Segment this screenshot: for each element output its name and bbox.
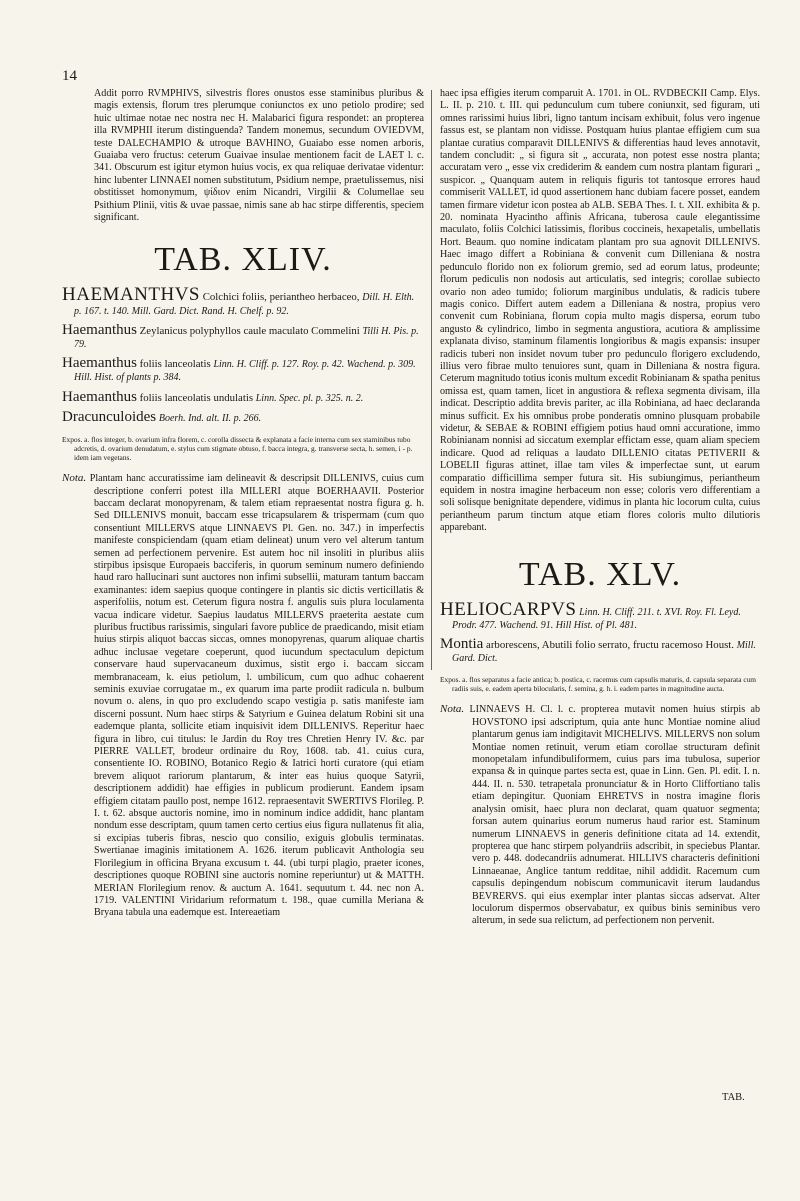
genus-name: HAEMANTHVS	[62, 284, 200, 306]
synonym-entry	[62, 321, 424, 351]
plate-heading-xliv: TAB. XLIV.	[154, 241, 332, 279]
intro-paragraph: Addit porro RVMPHIVS, silvestris flores onustos esse staminibus pluribus & magis extensis, florum tres plerumque coniunctos ex uno petiolo prodire; sed huic ultimae notae nec nostra nec H. Malabarici figura respondet: an propterea illa RVMPHII iterum distinguenda? Tandem monemus, secundum OVIEDVM, teste DALECHAMPIO & utroque BAVHINO, Guaiabo esse nomen arboris, Guaiaba vero fructus: ceterum Guaivae insulae mentionem facit de LAET l. c. 341. Obscurum est igitur etymon huius vocis, ex qua reliquae derivatae videntur: hinc lubenter LINNAEI nomen substitutum, Psidium nempe, praetulissemus, nisi obstitisset homonymum, ψίδιον enim Nicandri, Virgilii & Columellae seu Psithium Plinii, vitis & uvae passae, nimis sane ab hac stirpe differentis, speciem significant.	[94, 88, 424, 224]
genus-name: Haemanthus	[62, 321, 137, 338]
genus-name: Haemanthus	[62, 388, 137, 405]
entry-text: Zeylanicus polyphyllos caule maculato Commelini	[136, 324, 363, 337]
nota-text: LINNAEVS H. Cl. l. c. propterea mutavit nomen huius stirpis ab HOVSTONO ipsi adscriptum, quia ante hunc Montiae nomine aliud plantarum genus iam indigitavit MICHELIVS. MILLERVS non solum Montiae nomen retinuit, verum etiam corollae structuram definit monopetalam infundibuliformem, cuius pars ima tubulosa, superior expansa & in quinque partes secta est, quae in Linn. Gen. Pl. edit. I. n. 444. II. n. 530. tetrapetala pronunciatur & in Horto Cliffortiano talis etiam depingitur. Quoniam EHRETVS in nostra imagine floris analysin omisit, haec plura non declarat, quam quatuor segmenta; forsan autem quinarius eorum numerus haud rarior est. Staminum numerum LINNAEVS in generis definitione citata ad 14. extendit, propterea que hanc stirpem polyandriis adscribit, in speciebus Plantar. vero p. 448. dodecandriis adnumerat. HILLIVS characteris definitioni Linnaeanae, Anglice tantum redditae, nihil addidit. Racemum cum capsulis depingendum nobiscum communicavit iterum laudandus BEVRERVS. qui eius exemplar inter plantas siccas adservat. Alter loculorum dispermos observabatur, ex quibus binis seminibus vero alterum, in sede sua relictum, ad perfectionem non pervenit.	[469, 704, 760, 927]
entry-reference: Linn. H. Cliff. 211. t. XVI. Roy. Fl. Leyd. Prodr. 477. Wachend. 91. Hill Hist. of Pl. 481.	[452, 606, 741, 631]
entry-reference: Dill. H. Elth. p. 167. t. 140. Mill. Gard. Dict. Rand. H. Chelf. p. 92.	[74, 292, 415, 317]
nota-label: Nota.	[440, 703, 465, 716]
synonym-entry	[440, 598, 760, 632]
genus-name: HELIOCARPVS	[440, 598, 577, 620]
entry-reference: Linn. H. Cliff. p. 127. Roy. p. 42. Wachend. p. 309. Hill. Hist. of plants p. 384.	[74, 359, 416, 384]
catchword: TAB.	[722, 1092, 745, 1103]
entry-text: arborescens, Abutili folio serrato, fructu racemoso Houst.	[483, 639, 737, 652]
column-divider	[431, 90, 432, 670]
page-number: 14	[62, 68, 77, 84]
figure-explanation: Expos. a. flos separatus a facie antica; b. postica, c. racemus cum capsulis maturis, d. capsula separata cum radiis suis, e. eadem aperta bilocularis, f. semina, g. h. i. eadem partes in magnitudine aucta.	[440, 675, 757, 694]
entry-reference: Linn. Spec. pl. p. 325. n. 2.	[255, 392, 364, 404]
synonym-entry	[440, 638, 760, 665]
synonym-entry	[62, 388, 424, 405]
entry-reference: Tilli H. Pis. p. 79.	[74, 325, 419, 351]
entry-text: foliis lanceolatis	[136, 358, 214, 371]
nota-paragraph	[440, 703, 760, 927]
nota-text: Plantam hanc accuratissime iam delineavit & descripsit DILLENIVS, cuius cum descriptione conferri potest illa MILLERI atque BOERHAAVII. Posterior baccam declarat monopyrenam, & talem etiam repraesentat nostra figura g. h. Sed DILLENIVS monuit, baccam esse tricapsularem & trispermam (cum quo consentiunt MILLERVS atque LINNAEVS Pl. Gen. no. 347.) in imperfectis manifeste conspiciendam (quam etiam delineat) unum vero vel alterum tantum semen ad perfectionem pervenire. Est autem hoc nil insoliti in pluribus aliis stirpibus ipsisque Europaeis bacciferis, in quorum seminum numero definiendo haud raro hallucinari sunt auctores non infimi subsellii, maturam tantum baccam examinantes: idem saepius quoque contingere in plantis sic dictis verticillatis & asperifoliis, notum est. Ceterum figura nostra f. angulis suis plura loculamenta vacua indicare videtur. Saepius laudatus MILLERVS praeterita aestate cum pluribus fructibus rarissimis, singulari favore publice de praedicando, misit etiam huius stirpis aliquot baccas siccas, omnes monopyrenas, quarum aliquae chartis adhuc inclusae vegetare coeperunt, quod iucundum spectaculum depictum conservare haud supervacaneum duximus, sistit ergo i. baccam siccam membranaceam, k. eius petiolum, l. umbilicum, cum quo adhuc cohaerent seminis exuviae corrugatae m., ex quarum ima parte prodiit radicula n. bulbum novum o. alens, in quo pro excludendo scapo vestigia p. satis manifeste iam discerni possunt. Num haec stirps & Satyrium e Guinea delatum Robini sit una eademque planta, sollicite etiam inquisivit idem DILLENIVS. Reperitur haec figura in libro, cui titulus: le Jardin du Roy tres Chretien Henry IV. &c. par PIERRE VALLET, brodeur ordinaire du Roy, 1608. tab. 41. cuius cura, consentiente IO. ROBINO, Botanico Regio & Iatrici horti curatore (qui etiam brevem aliquot rariorum plantarum, & inter eas huius quoque Satyrii, descriptionem addidit) hae effigies in publicum prodierunt. Eandem ipsam effigiem citatam paullo post, nempe 1612. repraesentavit SWERTIVS Florileg. P. I. t. 62. absque auctoris nomine, imo in nominum indice addidit, hanc plantam nondum esse descriptam, quum tamen certo certius eius figura nullatenus fit alia, si excipias tuberis fibras, nescio quo consilio, exiguis globulis terminatas. Swertianae imaginis imitationem A. 1626. iterum publicavit Anthologia seu Florilegium in officina Bryana excusum t. 44. (ubi turpi plagio, praeter icones, descriptiones quoque ROBINI sine auctoris nomine reperiuntur) ut & MATTH. MERIAN Florilegium renov. & auctum A. 1641. sequutum t. 44. nec non A. 1719. VALENTINI Viridarium reformatum t. 198., quae cumilla Meriana & Bryana tabula una eademque est. Intereaetiam	[89, 473, 424, 919]
continuation-paragraph: haec ipsa effigies iterum comparuit A. 1701. in OL. RVDBECKII Camp. Elys. L. II. p. 210. t. III. qui pedunculum cum tubere coniunxit, sed figuram, uti omnes rarissimi huius libri, ligno tantum incisam exhibuit, folus vero ingenue fassus est, se plantam non vidisse. Postquam huius plantae effigiem cum sua plantae curatius comparavit DILLENIVS & differentias haud leves annotavit, tandem concludit: „ si figura sit „ accurata, non potest esse nostra planta; accuratam vero „ esse vix crediderim & eandem cum nostra plantam figurari „ suspicor. „ Quanquam autem in reliquis figuris tot tantosque errores haud commiserit VALLET, id quod assertionem hanc dubiam facere posset, eandem tamen firmare videtur icon postea ab ALB. SEBA Thes. I. t. XII. exhibita & p. 20. nominata Hyacintho affinis Africana, tuberosa caule elegantissime maculato, foliis Colchici latissimis, floribus coccineis, hexapetalis, umbellatis Hort. Beaum. quo nomine indicatam plantam pro sua agnovit DILLENIVS. Haec imago differt a Robiniana & convenit cum Dilleniana & nostra pedunculo florido non ex foliorum gremio, sed ad eorum latus, prodeunte; florum pediculis non nodosis aut articulatis, sed integris; corollae subiecto ovario non adeo tumido; foliorum marginibus undulatis, & radicis tubere magis conico. Differt autem eadem a Dilleniana & nostra, propius vero convenit cum Robiniana, florum copia multo magis dispersa, eorum tubo angusto & cylindrico, limbo in segmenta angustiora, acutiora & amplissime explanata diviso, staminum filamentis longioribus & magis expansis: insuper radicis tuberi non insidet novum tuber pro pedunculo florigero excludendo, illius vero fibrae multo tenuiores sunt, quam in Dilleniana & nostra figura. Ceterum magnitudo totius iconis multum excedit Robinianam & spatha penitus omissa est, quam tamen, licet in angustiora & reflexa segmenta divisam, illa indicat. Descriptio addita brevis pariter, ac illa Robiniana, ad haec declaranda minus sufficit. Ex his omnibus probe ponderatis omnino plusquam probabile videtur, & SEBAE & ROBINI effigiem potius haud omni accuratione, immo Robinianam nonnisi ad siccatum exemplar effictam esse, quam aliam speciem indicare. Quod ad reliquas a laudato DILLENIO citatas PETIVERII & LOBELII figuras attinet, illae tam viles & imperfectae sunt, ut earum comparatio difficillima semper futura sit. His subiungimus, perianthеum equidem in nostra imagine herbaceum non esse; coloris vero differentiam a soli solisque benignitate dependere, vidimus in planta hic locorum culta, cuius perianthеum parum tinctum atque etiam flores coloris multo dilutioris apparebant.	[440, 88, 760, 534]
synonym-entry	[62, 284, 424, 317]
entry-text: foliis lanceolatis undulatis	[136, 391, 256, 404]
right-column	[440, 88, 760, 928]
synonym-entry	[62, 408, 424, 425]
figure-explanation: Expos. a. flos integer, b. ovarium infra florem, c. corolla dissecta & explanata a facie interna cum sex staminibus tubo adcretis, d. ovarium denudatum, e. stylus cum stigmate obtuso, f. bacca integra, g. transverse secta, h. semen, i - p. idem iam vegetans.	[62, 435, 413, 463]
entry-reference: Boerh. Ind. alt. II. p. 266.	[158, 412, 262, 424]
genus-name: Dracunculoides	[62, 408, 157, 425]
entry-text: Colchici foliis, periantheo herbaceo,	[200, 291, 363, 304]
synonym-entry	[62, 357, 424, 384]
entry-reference: Mill. Gard. Dict.	[452, 640, 756, 665]
genus-name: Haemanthus	[62, 355, 137, 372]
plate-heading-xlv: TAB. XLV.	[518, 555, 682, 593]
nota-label: Nota.	[62, 472, 87, 485]
left-column	[62, 88, 424, 920]
genus-name: Montia	[440, 636, 484, 653]
nota-paragraph	[62, 472, 424, 920]
